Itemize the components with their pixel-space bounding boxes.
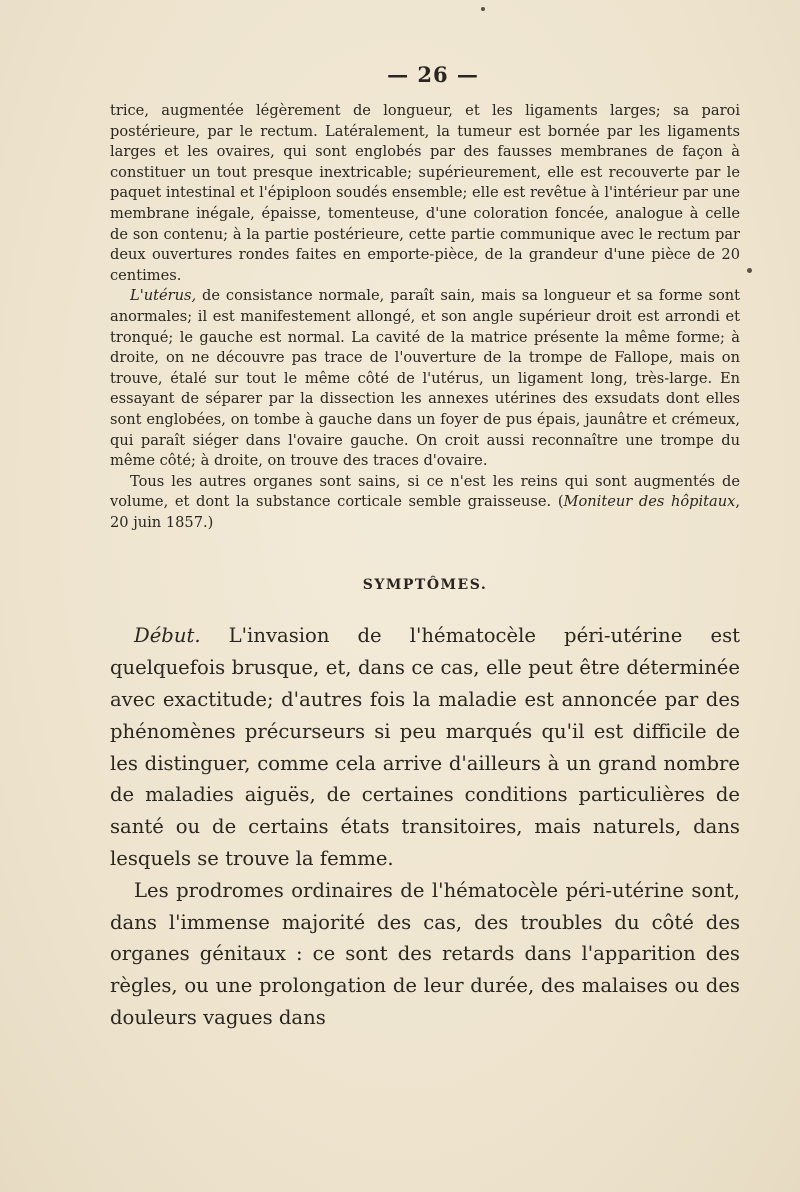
section-title: SYMPTÔMES. [362, 577, 488, 594]
text-run: Tous les autres organes sont sains, si ce n'est les reins qui sont augmentés de volume, et dont la substance corticale semble graisseuse. ( [110, 472, 740, 511]
paragraph-tumor-description [110, 101, 740, 286]
italic-run: Début. [134, 624, 201, 648]
document-page [110, 62, 740, 1034]
text-run: de consistance normale, paraît sain, mais sa longueur et sa forme sont anormales; il est manifestement allongé, et son angle supérieur droit est arrondi et tronqué; le gauche est normal. La cavité de la matrice présente la même forme; à droite, on ne découvre pas trace de l'ouverture de la trompe de Fallope, mais on trouve, étalé sur tout le même côté de l'utérus, un ligament long, très-large. En essayant de séparer par la dissection les annexes utérines des exsudats dont elles sont englobées, on tombe à gauche dans un foyer de pus épais, jaunâtre et crémeux, qui paraît siéger dans l'ovaire gauche. On croit aussi reconnaître une trompe du même côté; à droite, on trouve des traces d'ovaire. [110, 287, 740, 470]
italic-citation: Moniteur des hôpitaux [563, 493, 736, 511]
ink-speck [747, 268, 752, 273]
text-run: trice, augmentée légèrement de longueur, et les ligaments larges; sa paroi postérieure, par le rectum. Latéralement, la tumeur est bornée par les ligaments larges et les ovaires, qui sont englobés par des fausses membranes de façon à constituer un tout presque inextricable; supérieurement, elle est recouverte par le paquet intestinal et l'épiploon soudés ensemble; elle est revêtue à l'intérieur par une membrane inégale, épaisse, tomenteuse, d'une coloration foncée, analogue à celle de son contenu; à la partie postérieure, cette partie communique avec le rectum par deux ouvertures rondes faites en emporte-pièce, de la grandeur d'une pièce de 20 centimes. [110, 102, 740, 284]
symptoms-text [110, 620, 740, 1033]
page-number: — 26 — [387, 62, 479, 87]
paragraph-other-organs [110, 472, 740, 534]
observation-text [110, 101, 740, 533]
italic-run: L'utérus, [130, 287, 197, 305]
paragraph-onset [110, 620, 740, 874]
ink-speck [481, 7, 485, 11]
paragraph-prodromes [110, 875, 740, 1034]
text-run: Les prodromes ordinaires de l'hématocèle péri-utérine sont, dans l'immense majorité des cas, des troubles du côté des organes génitaux : ce sont des retards dans l'apparition des règles, ou une prolongation de leur durée, des malaises ou des douleurs vagues dans [110, 878, 740, 1030]
text-run: , 20 juin 1857.) [110, 493, 740, 531]
text-run: L'invasion de l'hématocèle péri-utérine est quelquefois brusque, et, dans ce cas, elle peut être déterminée avec exactitude; d'autres fois la maladie est annoncée par des phénomènes précurseurs si peu marqués qu'il est difficile de les distinguer, comme cela arrive d'ailleurs à un grand nombre de maladies aiguës, de certaines conditions particulières de santé ou de certains états transitoires, mais naturels, dans lesquels se trouve la femme. [110, 624, 740, 871]
paragraph-uterus [110, 286, 740, 471]
